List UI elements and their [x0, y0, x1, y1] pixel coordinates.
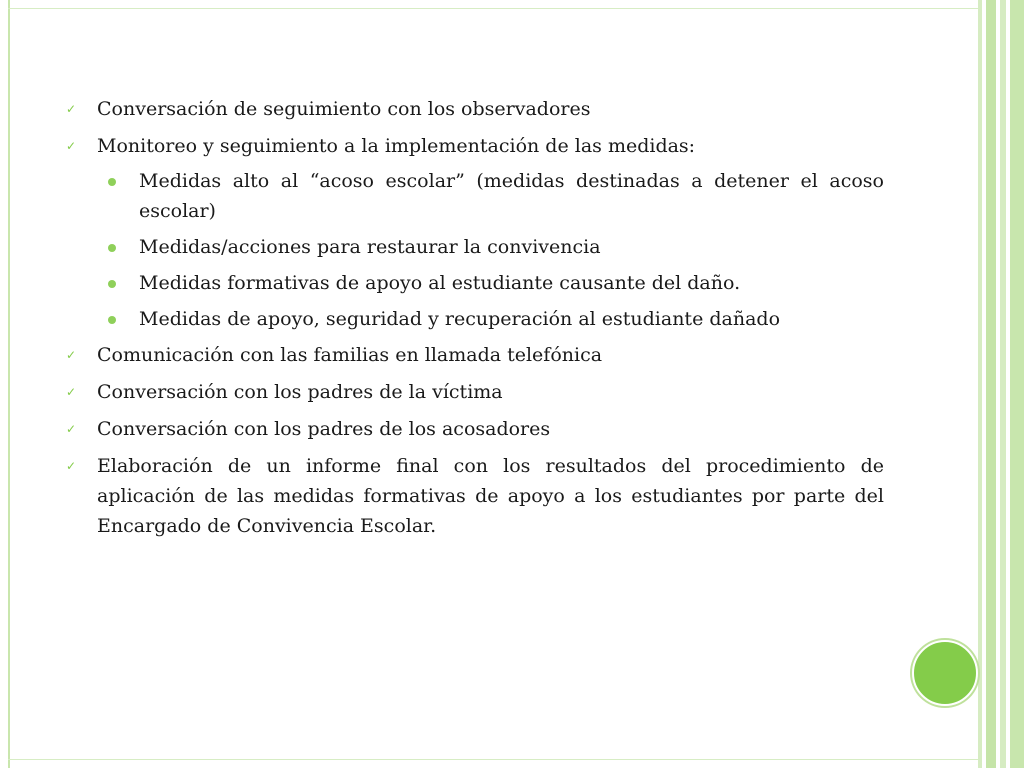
list-item-text: Conversación con los padres de la víctima [97, 381, 503, 403]
sub-list-item [66, 232, 884, 262]
checkmark-icon: ✓ [66, 102, 77, 116]
list-item [66, 451, 884, 541]
decorative-stripe [986, 0, 996, 768]
list-item [66, 131, 884, 161]
slide-content [66, 94, 884, 548]
list-item-text: Comunicación con las familias en llamada telefónica [97, 344, 603, 366]
decorative-stripe [1010, 0, 1024, 768]
list-item-text: Conversación de seguimiento con los observadores [97, 98, 591, 120]
sub-list-item-text: Medidas alto al “acoso escolar” (medidas destinadas a detener el acoso escolar) [139, 170, 884, 222]
list-item [66, 377, 884, 407]
bullet-dot-icon [108, 244, 116, 252]
frame-left-line [8, 0, 10, 768]
sub-list [66, 166, 884, 334]
checkmark-icon: ✓ [66, 139, 77, 153]
sub-list-item [66, 304, 884, 334]
green-circle-icon [912, 640, 978, 706]
sub-list-item [66, 268, 884, 298]
checkmark-icon: ✓ [66, 385, 77, 399]
list-item-text: Conversación con los padres de los acosadores [97, 418, 551, 440]
bullet-dot-icon [108, 280, 116, 288]
checkmark-icon: ✓ [66, 422, 77, 436]
sub-list-item-text: Medidas de apoyo, seguridad y recuperación al estudiante dañado [139, 308, 781, 330]
sub-list-item-text: Medidas/acciones para restaurar la convivencia [139, 236, 601, 258]
sub-list-item-text: Medidas formativas de apoyo al estudiante causante del daño. [139, 272, 741, 294]
list-item [66, 340, 884, 370]
checkmark-icon: ✓ [66, 459, 77, 473]
list-item-text: Monitoreo y seguimiento a la implementación de las medidas: [97, 135, 696, 157]
bullet-dot-icon [108, 316, 116, 324]
checkmark-icon: ✓ [66, 348, 77, 362]
decorative-stripe [1000, 0, 1006, 768]
frame-top-line [8, 8, 978, 9]
frame-bottom-line [8, 759, 978, 760]
list-item [66, 94, 884, 124]
decorative-stripe [978, 0, 982, 768]
list-item-text: Elaboración de un informe final con los resultados del procedimiento de aplicación de las medidas formativas de apoyo a los estudiantes por parte del Encargado de Convivencia Escolar. [97, 455, 884, 537]
sub-list-item [66, 166, 884, 226]
list-item [66, 414, 884, 444]
bullet-dot-icon [108, 178, 116, 186]
